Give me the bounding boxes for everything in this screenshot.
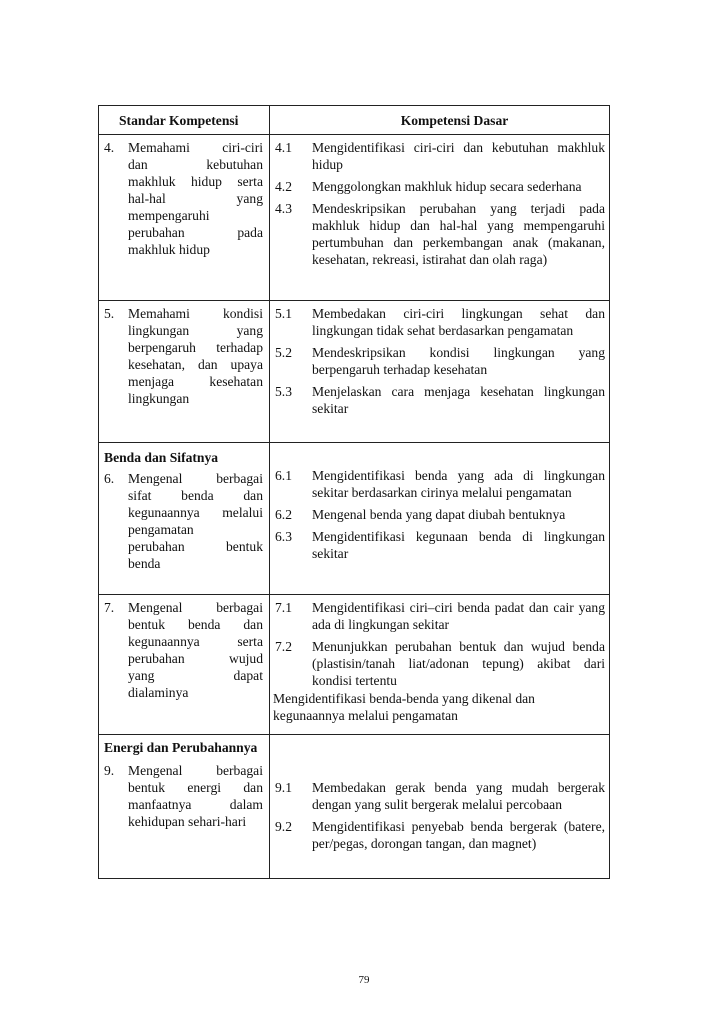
kompetensi-text: Mengidentifikasi penyebab benda bergerak (batere, per/pegas, dorongan tangan, dan magnet) <box>312 819 605 851</box>
standar-line <box>104 322 263 339</box>
standar-line <box>104 616 263 633</box>
kompetensi-text: Membedakan ciri-ciri lingkungan sehat dan lingkungan tidak sehat berdasarkan pengamatan <box>312 306 605 338</box>
standar-text: Memahami kondisi <box>128 306 263 321</box>
standar-kompetensi-cell <box>99 301 270 443</box>
standar-text: Memahami ciri-ciri <box>128 140 263 155</box>
section-heading: Energi dan Perubahannya <box>104 740 258 755</box>
standar-text: pengamatan <box>128 522 194 537</box>
kompetensi-item <box>273 383 605 417</box>
standar-line <box>104 599 263 616</box>
page-number: 79 <box>358 974 370 986</box>
kompetensi-text: Membedakan gerak benda yang mudah bergerak dengan yang sulit bergerak melalui percobaan <box>312 780 605 812</box>
standar-number: 5. <box>104 306 115 321</box>
standar-number <box>104 390 128 407</box>
kompetensi-text: Mengenal benda yang dapat diubah bentuknya <box>312 507 566 522</box>
standar-number <box>104 633 128 650</box>
kompetensi-text: Mengidentifikasi kegunaan benda di lingkungan sekitar <box>312 529 605 561</box>
standar-number <box>104 173 128 190</box>
standar-text: sifat benda dan <box>128 488 263 503</box>
standar-number <box>104 796 128 813</box>
kompetensi-item <box>273 818 605 852</box>
kompetensi-dasar-cell <box>270 443 610 595</box>
standar-text: Mengenal berbagai <box>128 471 263 486</box>
standar-number <box>104 504 128 521</box>
standar-line <box>104 633 263 650</box>
kompetensi-item <box>273 779 605 813</box>
kompetensi-number: 7.1 <box>275 600 292 615</box>
standar-text: kesehatan, dan upaya <box>128 357 263 372</box>
standar-text: bentuk benda dan <box>128 617 263 632</box>
standar-number <box>104 207 128 224</box>
standar-text: makhluk hidup serta <box>128 174 263 189</box>
standar-text: hal-hal yang <box>128 191 263 206</box>
standar-number <box>104 356 128 373</box>
standar-line <box>104 139 263 156</box>
header-kompetensi-dasar: Kompetensi Dasar <box>270 106 610 135</box>
standar-kompetensi-cell <box>99 135 270 301</box>
standar-number: 7. <box>104 600 115 615</box>
standar-line <box>104 521 263 538</box>
kompetensi-dasar-cell <box>270 301 610 443</box>
standar-line <box>104 241 263 258</box>
kompetensi-item <box>273 506 605 523</box>
kompetensi-number: 5.2 <box>275 345 292 360</box>
kompetensi-item <box>273 599 605 633</box>
standar-number <box>104 650 128 667</box>
competency-table <box>98 105 610 879</box>
standar-line <box>104 779 263 796</box>
standar-number <box>104 156 128 173</box>
kompetensi-text: Menggolongkan makhluk hidup secara sederhana <box>312 179 582 194</box>
kompetensi-item <box>273 638 605 689</box>
section-heading: Benda dan Sifatnya <box>104 450 219 465</box>
standar-line <box>104 207 263 224</box>
standar-line <box>104 813 263 830</box>
standar-line <box>104 684 263 701</box>
table-header-row <box>99 106 610 135</box>
kompetensi-item <box>273 178 605 195</box>
standar-text: menjaga kesehatan <box>128 374 263 389</box>
kompetensi-number: 7.2 <box>275 639 292 654</box>
kompetensi-text: Mendeskripsikan perubahan yang terjadi pada makhluk hidup dan hal-hal yang mempengaruhi pertumbuhan dan perkembangan anak (makanan, kesehatan, rekreasi, istirahat dan olah raga) <box>312 201 605 267</box>
standar-text: mempengaruhi <box>128 208 210 223</box>
standar-line <box>104 796 263 813</box>
standar-number <box>104 616 128 633</box>
kompetensi-number: 9.1 <box>275 780 292 795</box>
standar-number <box>104 521 128 538</box>
standar-number <box>104 224 128 241</box>
standar-number <box>104 487 128 504</box>
standar-kompetensi-cell <box>99 443 270 595</box>
table-row <box>99 735 610 879</box>
standar-text: lingkungan yang <box>128 323 263 338</box>
standar-text: Mengenal berbagai <box>128 763 263 778</box>
standar-text: manfaatnya dalam <box>128 797 263 812</box>
kompetensi-number: 6.1 <box>275 468 292 483</box>
standar-line <box>104 538 263 555</box>
standar-text: makhluk hidup <box>128 242 210 257</box>
standar-text: perubahan pada <box>128 225 263 240</box>
kompetensi-dasar-cell <box>270 135 610 301</box>
standar-number: 6. <box>104 471 115 486</box>
standar-number <box>104 555 128 572</box>
standar-number <box>104 779 128 796</box>
standar-text: benda <box>128 556 161 571</box>
kompetensi-text: Mengidentifikasi ciri–ciri benda padat dan cair yang ada di lingkungan sekitar <box>312 600 605 632</box>
kompetensi-dasar-cell <box>270 595 610 735</box>
kompetensi-text: Menjelaskan cara menjaga kesehatan lingkungan sekitar <box>312 384 605 416</box>
standar-number <box>104 339 128 356</box>
standar-line <box>104 667 263 684</box>
kompetensi-text: Menunjukkan perubahan bentuk dan wujud benda (plastisin/tanah liat/adonan tepung) akibat dari kondisi tertentu <box>312 639 605 688</box>
standar-line <box>104 156 263 173</box>
kompetensi-number: 6.2 <box>275 507 292 522</box>
kompetensi-note: Mengidentifikasi benda-benda yang dikenal dan kegunaannya melalui pengamatan <box>273 691 535 723</box>
standar-line <box>104 356 263 373</box>
standar-kompetensi-cell <box>99 735 270 879</box>
standar-number: 4. <box>104 140 115 155</box>
kompetensi-number: 5.1 <box>275 306 292 321</box>
standar-line <box>104 762 263 779</box>
standar-number <box>104 241 128 258</box>
standar-number: 9. <box>104 763 115 778</box>
standar-text: dialaminya <box>128 685 189 700</box>
kompetensi-number: 9.2 <box>275 819 292 834</box>
table-row <box>99 443 610 595</box>
kompetensi-item <box>273 200 605 268</box>
table-row <box>99 595 610 735</box>
standar-line <box>104 555 263 572</box>
table-row <box>99 301 610 443</box>
standar-number <box>104 684 128 701</box>
standar-line <box>104 305 263 322</box>
kompetensi-text: Mengidentifikasi benda yang ada di lingkungan sekitar berdasarkan cirinya melalui pengamatan <box>312 468 605 500</box>
standar-number <box>104 538 128 555</box>
standar-line <box>104 650 263 667</box>
standar-line <box>104 224 263 241</box>
standar-line <box>104 470 263 487</box>
kompetensi-item <box>273 528 605 562</box>
kompetensi-number: 4.2 <box>275 179 292 194</box>
standar-text: kegunaannya melalui <box>128 505 263 520</box>
standar-kompetensi-cell <box>99 595 270 735</box>
table-row <box>99 135 610 301</box>
standar-line <box>104 339 263 356</box>
standar-number <box>104 373 128 390</box>
standar-line <box>104 504 263 521</box>
standar-text: Mengenal berbagai <box>128 600 263 615</box>
kompetensi-text: Mendeskripsikan kondisi lingkungan yang berpengaruh terhadap kesehatan <box>312 345 605 377</box>
standar-line <box>104 373 263 390</box>
kompetensi-text: Mengidentifikasi ciri-ciri dan kebutuhan makhluk hidup <box>312 140 605 172</box>
kompetensi-item <box>273 467 605 501</box>
standar-text: bentuk energi dan <box>128 780 263 795</box>
standar-number <box>104 667 128 684</box>
standar-number <box>104 813 128 830</box>
kompetensi-item <box>273 305 605 339</box>
kompetensi-number: 6.3 <box>275 529 292 544</box>
standar-text: perubahan wujud <box>128 651 263 666</box>
kompetensi-dasar-cell <box>270 735 610 879</box>
standar-text: lingkungan <box>128 391 190 406</box>
standar-text: kehidupan sehari-hari <box>128 814 247 829</box>
kompetensi-number: 4.3 <box>275 201 292 216</box>
kompetensi-item <box>273 139 605 173</box>
standar-number <box>104 190 128 207</box>
standar-text: dan kebutuhan <box>128 157 263 172</box>
standar-text: perubahan bentuk <box>128 539 263 554</box>
standar-text: berpengaruh terhadap <box>128 340 263 355</box>
header-standar-kompetensi: Standar Kompetensi <box>99 106 270 135</box>
standar-number <box>104 322 128 339</box>
standar-text: kegunaannya serta <box>128 634 263 649</box>
kompetensi-number: 4.1 <box>275 140 292 155</box>
standar-line <box>104 487 263 504</box>
kompetensi-number: 5.3 <box>275 384 292 399</box>
standar-line <box>104 390 263 407</box>
kompetensi-item <box>273 344 605 378</box>
standar-line <box>104 190 263 207</box>
standar-text: yang dapat <box>128 668 263 683</box>
standar-line <box>104 173 263 190</box>
